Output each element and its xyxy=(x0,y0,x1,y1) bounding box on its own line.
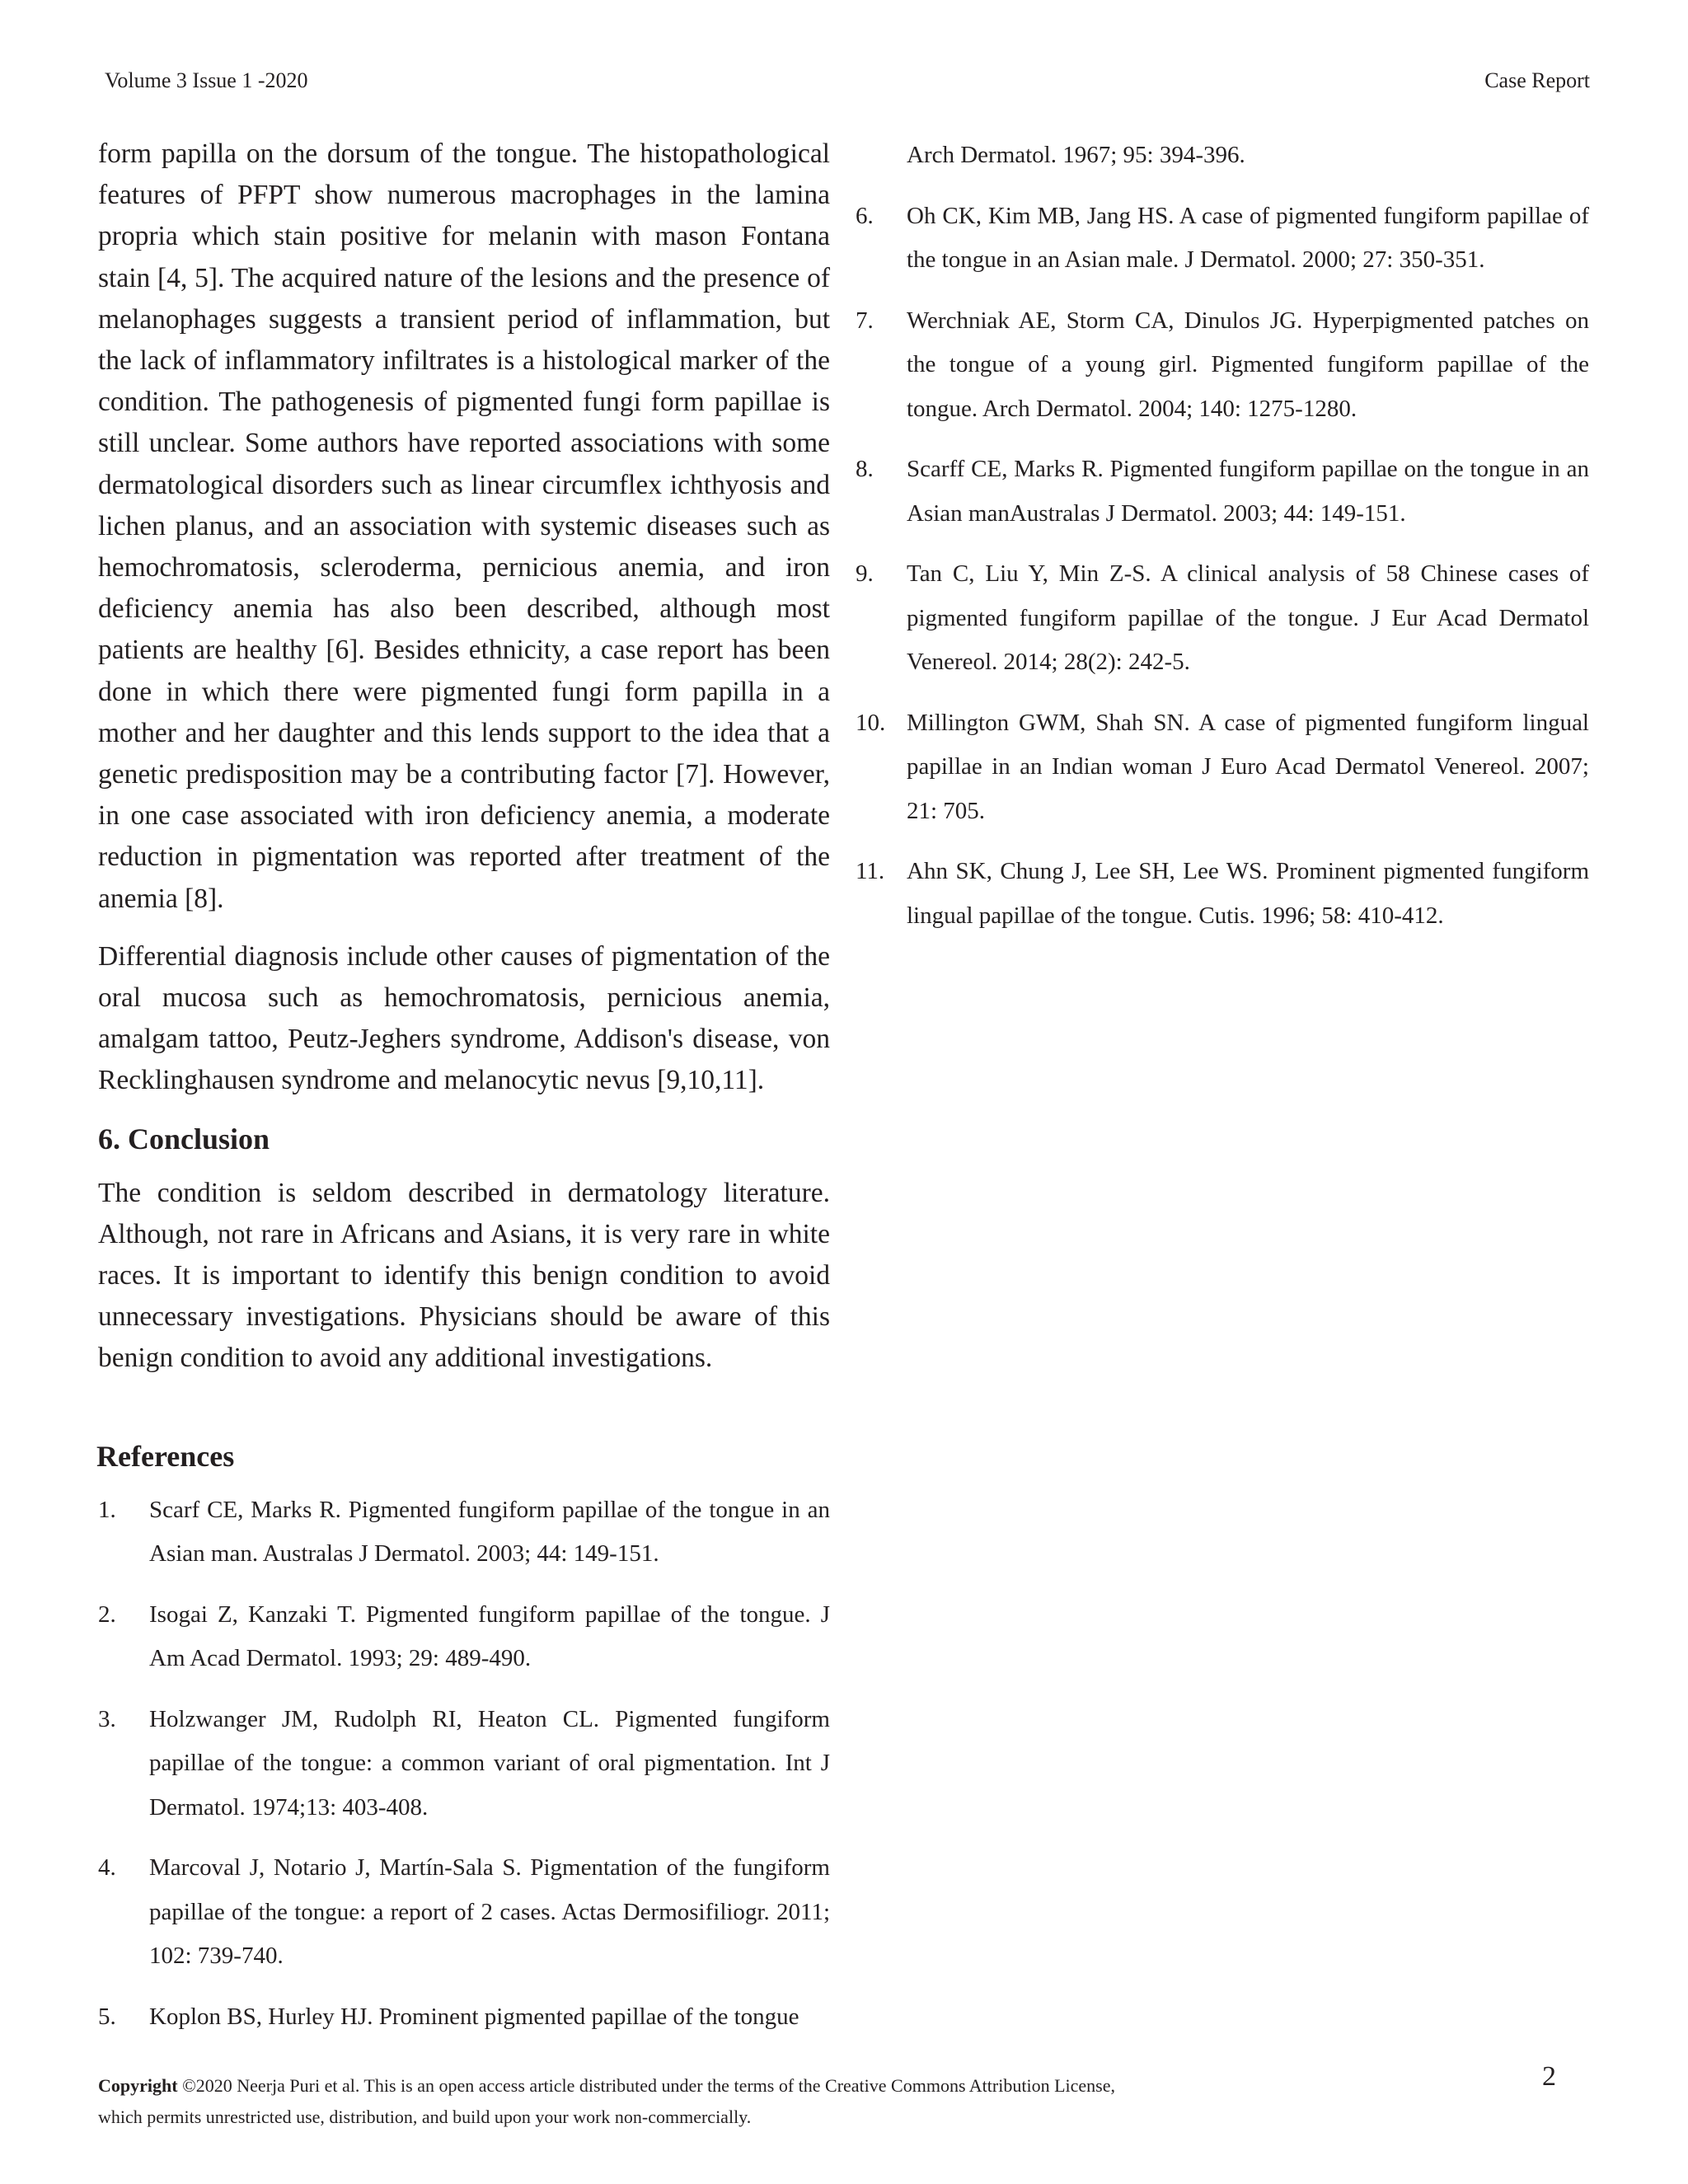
body-paragraph-differential-diagnosis: Differential diagnosis include other causes of pigmentation of the oral mucosa such as hemochromatosis, pernicious anemia, amalgam tattoo, Peutz-Jeghers syndrome, Addison's disease, von Recklinghausen syndrome and melanocytic nevus [9,10,11]. xyxy=(98,940,830,1096)
reference-item xyxy=(98,1593,830,1681)
copyright-line-2: which permits unrestricted use, distribution, and build upon your work non-commercially. xyxy=(98,2107,752,2127)
reference-text: Scarff CE, Marks R. Pigmented fungiform papillae on the tongue in an Asian manAustralas J Dermatol. 2003; 44: 149-151. xyxy=(907,456,1589,527)
page-number: 2 xyxy=(1542,2061,1556,2092)
reference-number: 6. xyxy=(856,202,874,229)
reference-number: 5. xyxy=(98,2003,116,2030)
reference-text: Scarf CE, Marks R. Pigmented fungiform papillae of the tongue in an Asian man. Australas J Dermatol. 2003; 44: 149-151. xyxy=(149,1496,830,1568)
reference-item xyxy=(98,1698,830,1830)
reference-item xyxy=(856,448,1589,536)
reference-number: 7. xyxy=(856,307,874,334)
reference-list-right xyxy=(856,194,1589,939)
reference-item xyxy=(98,1995,830,2040)
right-column xyxy=(856,134,1589,954)
reference-item xyxy=(856,701,1589,834)
reference-text: Werchniak AE, Storm CA, Dinulos JG. Hyperpigmented patches on the tongue of a young girl. Pigmented fungiform papillae of the tongue. Arch Dermatol. 2004; 140: 1275-1280. xyxy=(907,307,1589,422)
reference-number: 10. xyxy=(856,709,886,736)
reference-text: Ahn SK, Chung J, Lee SH, Lee WS. Prominent pigmented fungiform lingual papillae of the tongue. Cutis. 1996; 58: 410-412. xyxy=(907,858,1589,929)
reference-number: 1. xyxy=(98,1496,116,1523)
reference-item xyxy=(856,194,1589,283)
reference-item xyxy=(856,850,1589,938)
copyright-label: Copyright xyxy=(98,2075,178,2096)
reference-number: 9. xyxy=(856,560,874,587)
reference-text: Holzwanger JM, Rudolph RI, Heaton CL. Pigmented fungiform papillae of the tongue: a common variant of oral pigmentation. Int J Dermatol. 1974;13: 403-408. xyxy=(149,1705,830,1821)
reference-text: Koplon BS, Hurley HJ. Prominent pigmented papillae of the tongue xyxy=(149,2003,799,2030)
references-heading: References xyxy=(96,1439,235,1473)
reference-5-continuation: Arch Dermatol. 1967; 95: 394-396. xyxy=(907,142,1245,168)
reference-item xyxy=(856,299,1589,432)
reference-number: 2. xyxy=(98,1601,116,1628)
reference-text: Millington GWM, Shah SN. A case of pigmented fungiform lingual papillae in an Indian woman J Euro Acad Dermatol Venereol. 2007; 21: 705. xyxy=(907,709,1589,824)
conclusion-heading: 6. Conclusion xyxy=(98,1122,270,1155)
conclusion-paragraph: The condition is seldom described in dermatology literature. Although, not rare in Africans and Asians, it is very rare in white races. It is important to identify this benign condition to avoid unnecessary investigations. Physicians should be aware of this benign condition to avoid any additional investigations. xyxy=(98,1177,830,1374)
reference-item xyxy=(856,552,1589,685)
reference-item xyxy=(98,1488,830,1577)
reference-text: Marcoval J, Notario J, Martín-Sala S. Pigmentation of the fungiform papillae of the tongue: a report of 2 cases. Actas Dermosifiliogr. 2011; 102: 739-740. xyxy=(149,1854,830,1970)
reference-text: Tan C, Liu Y, Min Z-S. A clinical analysis of 58 Chinese cases of pigmented fungiform papillae of the tongue. J Eur Acad Dermatol Venereol. 2014; 28(2): 242-5. xyxy=(907,560,1589,675)
reference-number: 3. xyxy=(98,1705,116,1732)
body-paragraph-pathogenesis: form papilla on the dorsum of the tongue. The histopathological features of PFPT show numerous macrophages in the lamina propria which stain positive for melanin with mason Fontana stain [4, 5]. The acquired nature of the lesions and the presence of melanophages suggests a transient period of inflammation, but the lack of inflammatory infiltrates is a histological marker of the condition. The pathogenesis of pigmented fungi form papillae is still unclear. Some authors have reported associations with some dermatological disorders such as linear circumflex ichthyosis and lichen planus, and an association with systemic diseases such as hemochromatosis, scleroderma, pernicious anemia, and iron deficiency anemia has also been described, although most patients are healthy [6]. Besides ethnicity, a case report has been done in which there were pigmented fungi form papilla in a mother and her daughter and this lends support to the idea that a genetic predisposition may be a contributing factor [7]. However, in one case associated with iron deficiency anemia, a moderate reduction in pigmentation was reported after treatment of the anemia [8]. xyxy=(98,138,830,914)
reference-number: 8. xyxy=(856,456,874,482)
reference-item xyxy=(98,1846,830,1979)
copyright-text: ©2020 Neerja Puri et al. This is an open access article distributed under the terms of the Creative Commons Attribution License, xyxy=(177,2075,1115,2096)
running-header-article-type: Case Report xyxy=(1484,68,1590,92)
left-column xyxy=(98,134,830,2055)
reference-number: 4. xyxy=(98,1854,116,1882)
copyright-line-1 xyxy=(98,2070,1252,2102)
reference-text: Oh CK, Kim MB, Jang HS. A case of pigmented fungiform papillae of the tongue in an Asian male. J Dermatol. 2000; 27: 350-351. xyxy=(907,202,1589,273)
reference-list-left xyxy=(98,1488,830,2040)
running-header-volume: Volume 3 Issue 1 -2020 xyxy=(105,68,308,92)
reference-number: 11. xyxy=(856,858,885,884)
copyright-footer xyxy=(98,2070,1252,2133)
reference-text: Isogai Z, Kanzaki T. Pigmented fungiform papillae of the tongue. J Am Acad Dermatol. 1993; 29: 489-490. xyxy=(149,1601,830,1672)
